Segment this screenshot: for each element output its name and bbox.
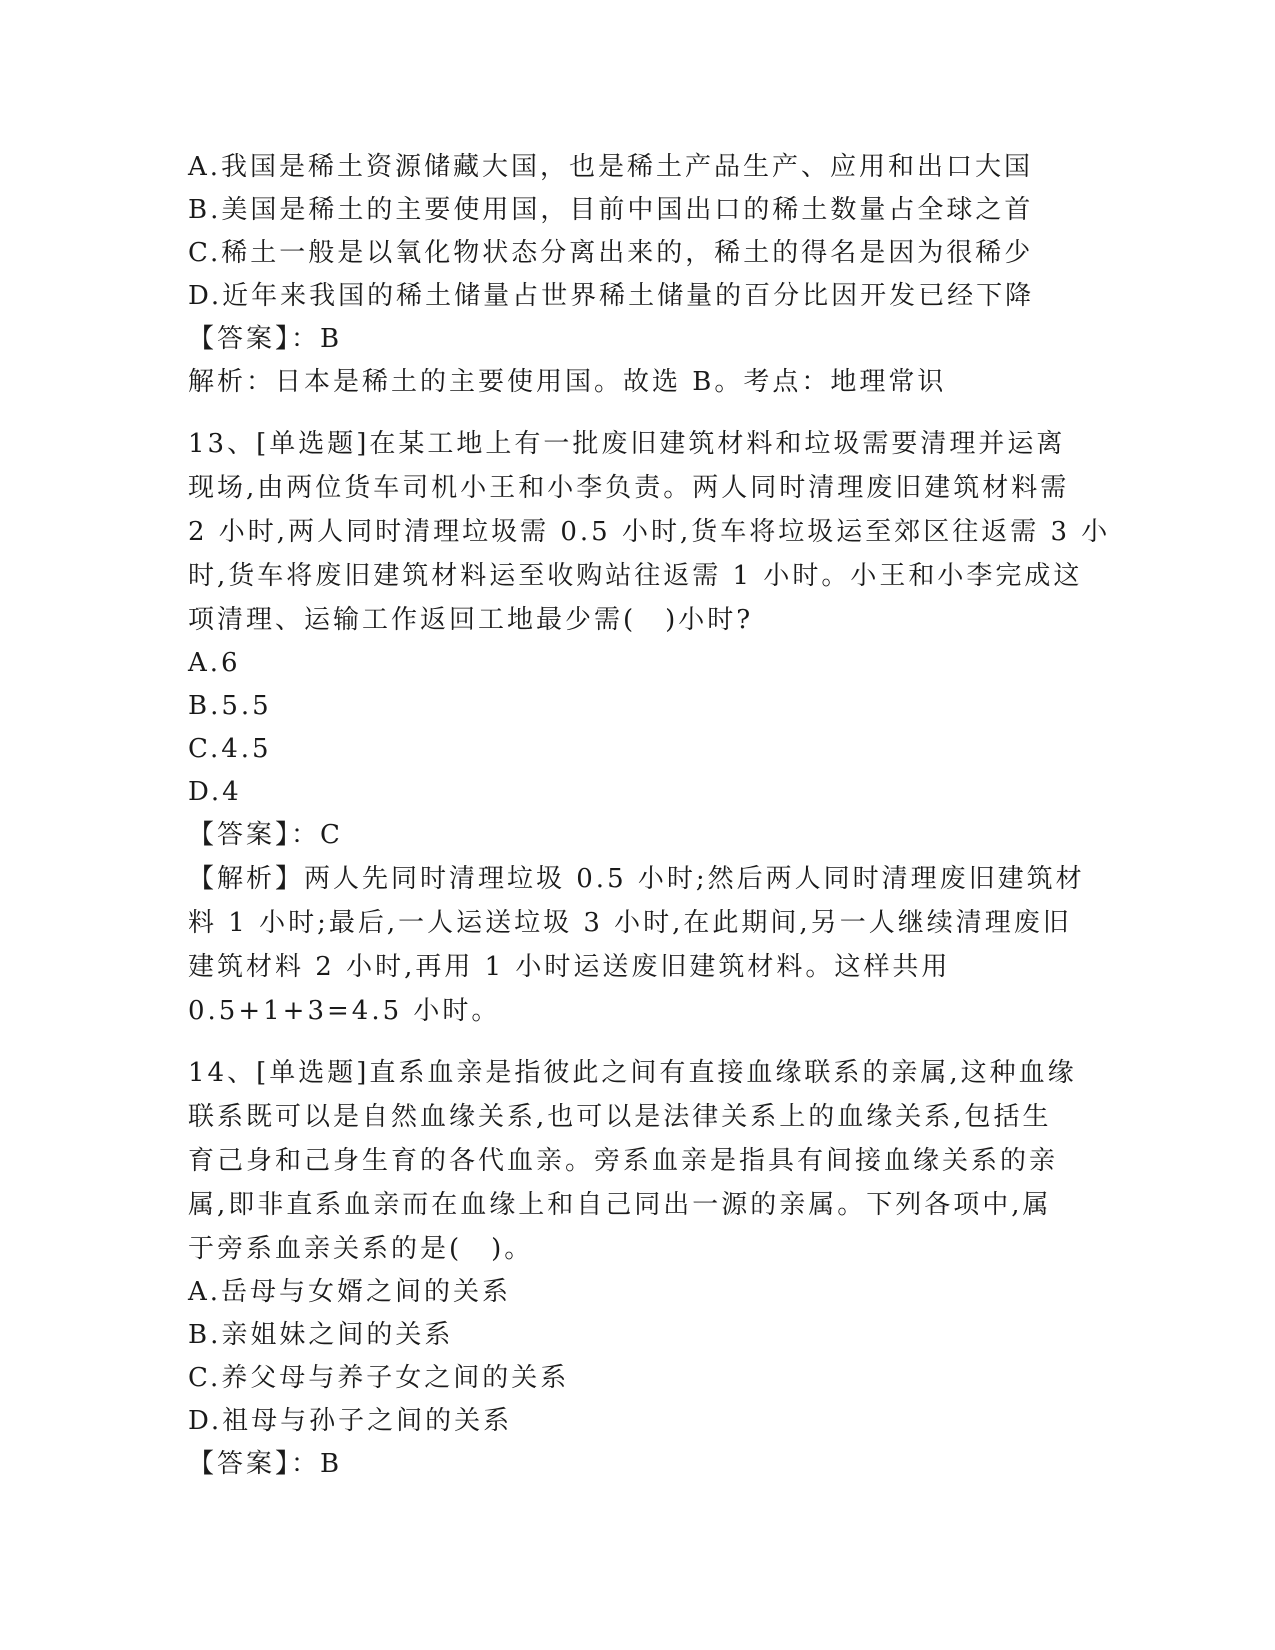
q13-stem-line: 现场,由两位货车司机小王和小李负责。两人同时清理废旧建筑材料需 [188, 473, 1070, 503]
q14-option-d: D.祖母与孙子之间的关系 [188, 1406, 513, 1436]
q13-option-d: D.4 [188, 777, 242, 807]
q12-option-c: C.稀土一般是以氧化物状态分离出来的，稀土的得名是因为很稀少 [188, 238, 1034, 268]
q12-answer: 【答案】：B [188, 324, 343, 354]
q13-stem [188, 422, 1111, 642]
q14-stem-line: 联系既可以是自然血缘关系,也可以是法律关系上的血缘关系,包括生 [188, 1102, 1052, 1132]
q13-analysis-line: 建筑材料 2 小时,再用 1 小时运送废旧建筑材料。这样共用 [188, 952, 951, 982]
q14-stem-line: 育己身和己身生育的各代血亲。旁系血亲是指具有间接血缘关系的亲 [188, 1146, 1059, 1176]
q14-stem-line: 14、[单选题]直系血亲是指彼此之间有直接血缘联系的亲属,这种血缘 [188, 1058, 1077, 1088]
spacer [188, 404, 1088, 422]
q13-analysis-line: 料 1 小时;最后,一人运送垃圾 3 小时,在此期间,另一人继续清理废旧 [188, 908, 1072, 938]
q12-option-a: A.我国是稀土资源储藏大国，也是稀土产品生产、应用和出口大国 [188, 152, 1034, 182]
q14-stem-line: 属,即非直系血亲而在血缘上和自己同出一源的亲属。下列各项中,属 [188, 1190, 1052, 1220]
q14-stem [188, 1051, 1088, 1271]
question-13 [188, 422, 1111, 1033]
question-14 [188, 1051, 1088, 1486]
q12-option-d: D.近年来我国的稀土储量占世界稀土储量的百分比因开发已经下降 [188, 281, 1035, 311]
q13-stem-line: 时,货车将废旧建筑材料运至收购站往返需 1 小时。小王和小李完成这 [188, 561, 1083, 591]
q13-analysis [188, 857, 1088, 1033]
q13-option-c: C.4.5 [188, 734, 272, 764]
q13-stem-line: 13、[单选题]在某工地上有一批废旧建筑材料和垃圾需要清理并运离 [188, 429, 1066, 459]
q13-stem-line: 项清理、运输工作返回工地最少需( )小时? [188, 605, 754, 635]
q14-option-c: C.养父母与养子女之间的关系 [188, 1363, 570, 1393]
question-12-tail [188, 146, 1088, 404]
q13-answer: 【答案】：C [188, 820, 343, 850]
q12-analysis: 解析：日本是稀土的主要使用国。故选 B。考点：地理常识 [188, 367, 947, 397]
spacer [188, 1033, 1088, 1051]
document-page [188, 146, 1111, 1486]
q13-option-b: B.5.5 [188, 691, 272, 721]
q13-analysis-line: 【解析】两人先同时清理垃圾 0.5 小时;然后两人同时清理废旧建筑材 [188, 864, 1085, 894]
q13-option-a: A.6 [188, 648, 241, 678]
q12-option-b: B.美国是稀土的主要使用国，目前中国出口的稀土数量占全球之首 [188, 195, 1034, 225]
q14-answer: 【答案】：B [188, 1449, 343, 1479]
q14-option-b: B.亲姐妹之间的关系 [188, 1320, 454, 1350]
q14-stem-line: 于旁系血亲关系的是( )。 [188, 1234, 534, 1264]
q13-analysis-line: 0.5+1+3=4.5 小时。 [188, 996, 501, 1026]
q13-stem-line: 2 小时,两人同时清理垃圾需 0.5 小时,货车将垃圾运至郊区往返需 3 小 [188, 517, 1111, 547]
q14-option-a: A.岳母与女婿之间的关系 [188, 1277, 512, 1307]
